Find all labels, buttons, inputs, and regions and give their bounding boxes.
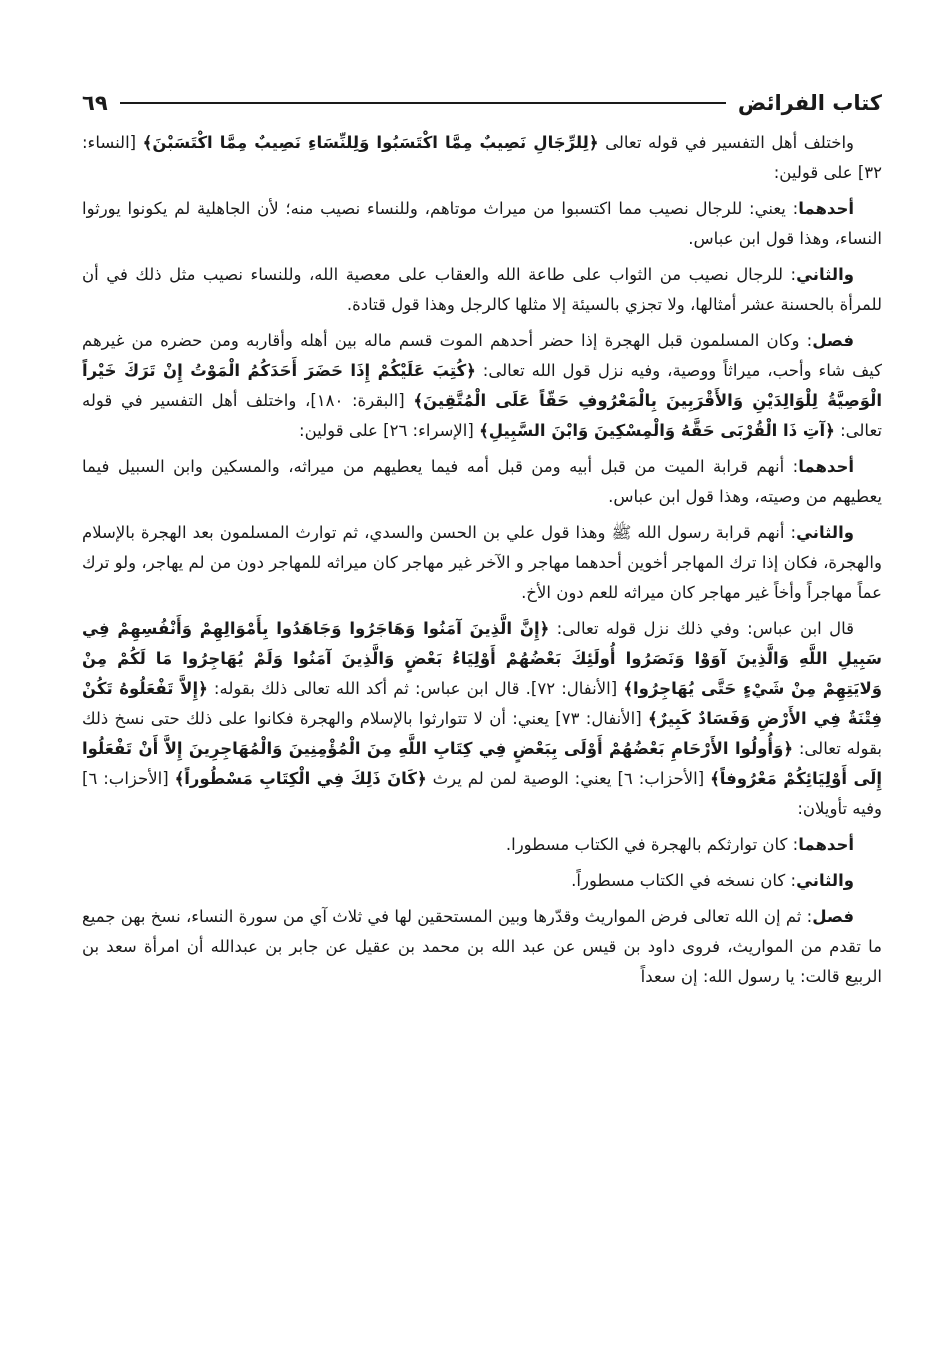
quran-verse: ﴿كَانَ ذَلِكَ فِي الْكِتَابِ مَسْطُوراً﴾ (174, 769, 427, 788)
chapter-title: كتاب الفرائض (737, 91, 882, 115)
section-label: فصل (812, 331, 854, 350)
paragraph-text: [الأحزاب: ٦] يعني: الوصية لمن لم يرث (426, 769, 711, 788)
page-number: ٦٩ (82, 91, 108, 115)
quran-verse: ﴿آتِ ذَا الْقُرْبَى حَقَّهُ وَالْمِسْكِينَ وَابْنَ السَّبِيلِ﴾ (479, 421, 835, 440)
paragraph-text: : يعني: للرجال نصيب مما اكتسبوا من ميراث موتاهم، وللنساء نصيب منه؛ لأن الجاهلية لم يكونوا يورثوا النساء، وهذا قول ابن عباس. (82, 199, 882, 248)
paragraph (82, 518, 882, 608)
paragraph-label: والثاني (796, 265, 854, 284)
paragraph-text: قال ابن عباس: وفي ذلك نزل قوله تعالى: (549, 619, 855, 638)
verse-reference: [الإسراء: ٢٦] على قولين: (299, 421, 480, 440)
paragraph (82, 260, 882, 320)
paragraph (82, 194, 882, 254)
paragraph-label: أحدهما (798, 199, 854, 218)
paragraph-text: : وكان المسلمون قبل الهجرة إذا حضر أحدهم الموت قسم ماله بين أهله وأقاربه ومن حضره من غيرهم كيف شاء وأحب، ميراثاً ووصية، وفيه نزل قول الله تعالى: (82, 331, 882, 380)
paragraph-label: أحدهما (798, 457, 854, 476)
paragraph-text: [البقرة: ١٨٠]، واختلف أهل التفسير في قوله تعالى: (82, 391, 882, 440)
quran-verse: ﴿إِنَّ الَّذِينَ آمَنُوا وَهَاجَرُوا وَجَاهَدُوا بِأَمْوَالِهِمْ وَأَنْفُسِهِمْ فِي سَبِيلِ اللَّهِ وَالَّذِينَ آوَوْا وَنَصَرُوا أُولَئِكَ بَعْضُهُمْ أَوْلِيَاءُ بَعْضٍ وَالَّذِينَ آمَنُوا وَلَمْ يُهَاجِرُوا مَا لَكُمْ مِنْ وَلايَتِهِمْ مِنْ شَيْءٍ حَتَّى يُهَاجِرُوا﴾ (82, 619, 883, 698)
paragraph-text: [الأنفال: ٧٢]. قال ابن عباس: ثم أكد الله تعالى ذلك بقوله: (207, 679, 624, 698)
paragraph (82, 902, 882, 992)
paragraph-text: : ثم إن الله تعالى فرض المواريث وقدّرها وبين المستحقين لها في ثلاث آي من سورة النساء، نسخ بهن جميع ما تقدم من المواريث، فروى داود بن قيس عن عبد الله بن محمد بن عقيل عن جابر بن عبدالله أن امرأة سعد بن الربيع قالت: يا رسول الله: إن سعداً (82, 907, 882, 986)
paragraph (82, 452, 882, 512)
paragraph (82, 128, 882, 188)
paragraph-text: : كان نسخه في الكتاب مسطوراً. (571, 871, 797, 890)
quran-verse: ﴿كُتِبَ عَلَيْكُمْ إِذَا حَضَرَ أَحَدَكُمُ الْمَوْتُ إِنْ تَرَكَ خَيْراً الْوَصِيَّةُ لِلْوَالِدَيْنِ وَالأَقْرَبِينَ بِالْمَعْرُوفِ حَقّاً عَلَى الْمُتَّقِينَ﴾ (82, 361, 882, 410)
book-page (82, 88, 882, 998)
paragraph (82, 866, 882, 896)
paragraph-text: واختلف أهل التفسير في قوله تعالى (598, 133, 854, 152)
paragraph-label: والثاني (796, 523, 854, 542)
paragraph (82, 614, 882, 824)
quran-verse: ﴿إِلاَّ تَفْعَلُوهُ تَكُنْ فِتْنَةٌ فِي الأَرْضِ وَفَسَادٌ كَبِيرٌ﴾ (82, 679, 882, 728)
paragraph-text: : كان توارثكم بالهجرة في الكتاب مسطورا. (505, 835, 799, 854)
quran-verse: ﴿وَأُولُوا الأَرْحَامِ بَعْضُهُمْ أَوْلَى بِبَعْضٍ فِي كِتَابِ اللَّهِ مِنَ الْمُؤْمِنِينَ وَالْمُهَاجِرِينَ إِلاَّ أَنْ تَفْعَلُوا إِلَى أَوْلِيَائِكُمْ مَعْرُوفاً﴾ (82, 739, 882, 788)
header-rule (120, 102, 726, 104)
quran-verse: ﴿لِلرِّجَالِ نَصِيبٌ مِمَّا اكْتَسَبُوا وَلِلنِّسَاءِ نَصِيبٌ مِمَّا اكْتَسَبْنَ﴾ (142, 133, 599, 152)
paragraph-text: : أنهم قرابة رسول الله ﷺ وهذا قول علي بن الحسن والسدي، ثم توارث المسلمون بعد الهجرة بالإسلام والهجرة، فكان إذا ترك المهاجر أخوين أحدهما مهاجر و الآخر غير مهاجر كان ميراثه للمهاجر دون من لم يهاجر، ولو ترك عماً مهاجراً وأخاً غير مهاجر كان ميراثه للعم دون الأخ. (82, 523, 882, 602)
paragraph-label: والثاني (796, 871, 854, 890)
section-label: فصل (812, 907, 854, 926)
paragraph (82, 326, 882, 446)
verse-reference: [الأحزاب: ٦] وفيه تأويلان: (82, 769, 882, 818)
verse-reference: [النساء: ٣٢] على قولين: (82, 133, 882, 182)
paragraph-text: : أنهم قرابة الميت من قبل أبيه ومن قبل أمه فيما يعطيهم من ميراثه، والمسكين وابن السبيل فيما يعطيهم من وصيته، وهذا قول ابن عباس. (82, 457, 882, 506)
paragraph-text: : للرجال نصيب من الثواب على طاعة الله والعقاب على معصية الله، وللنساء نصيب مثل ذلك في أن للمرأة بالحسنة عشر أمثالها، ولا تجزي بالسيئة إلا مثلها كالرجل وهذا قول قتادة. (82, 265, 882, 314)
running-header (82, 88, 882, 118)
paragraph (82, 830, 882, 860)
paragraph-text: [الأنفال: ٧٣] يعني: أن لا تتوارثوا بالإسلام والهجرة فكانوا على ذلك حتى نسخ ذلك بقوله تعالى: (82, 709, 883, 758)
paragraph-label: أحدهما (798, 835, 854, 854)
